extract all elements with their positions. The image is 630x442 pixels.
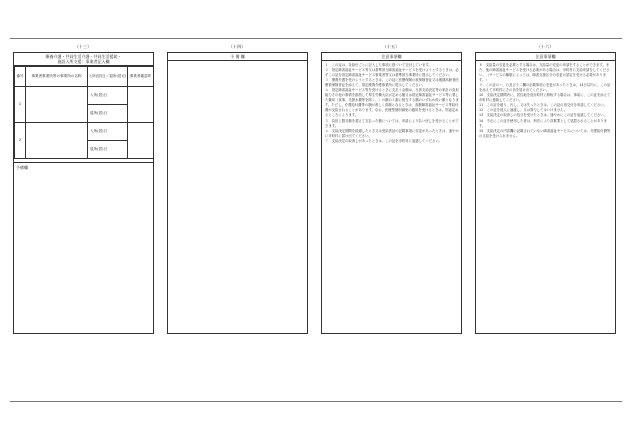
panel-15-notes: １ この証は、各給付ごとに記入した事項に基づいて交付しています。 ２ 指定障害福祉サービス等又は基準該当障害福祉サービスを受けようとするときは、必ずこの証を指定障害福祉サービス事業者等又は基準該当事業所に提示してください。 ３ 療養介護を受けようとするときは、この証に医療保険の被保険者証又は後期高齢者医療被保険者証を添えて、指定療養介護事業所に提示してください。 ４ 指定障害福祉サービス等を受けるときに支払う金額は、当該支給決定等の家計の負担能力その他の事情を斟酌して厚生労働大臣が定める額又は指定障害福祉サービス等に要した費用（食事、光熱水費等を除く。）の額の１割に相当する額のいずれか低い額となります。ただし、介護給付費等の額が著しく高額となるときは、高額障害福祉サービス等給付費が支給されることがあります。なお、医療型個別減免の適用を受けるときは、別途定めるところによります。 ５ 負担上限月額を超えて支払った額については、申請により払い戻しを受けることができます。 ６ 支給決定期間を経過したとき又は受給者証の記載事項に変更があったときは、速やかに市町村に届け出てください。 ７ 支給決定の取消しがあったときは、この証を市町村に返還してください。 xyxy=(325,63,459,143)
panel-13-header xyxy=(14,53,153,66)
row-number: 2 xyxy=(15,123,26,159)
panel-16-title: 注意事項欄 xyxy=(476,53,615,61)
panel-13-header-line1: 療養介護・共同生活介護・共同生活援助・ xyxy=(45,54,122,59)
panel-15 xyxy=(321,52,462,334)
move-in-date: 入所(居)日 xyxy=(88,123,128,141)
remarks-label: 予備欄 xyxy=(16,165,28,170)
panel-16-notes: ８ 支給量の変更を必要とする場合は、支給量の変更の申請をすることができます。また、他の障害福祉サービスを受ける必要がある場合は、市町村に支給申請をしてください。（サービスの種類によっては、障害支援区分の変更の認定を受ける必要があります。） ９ この証の一、六及び十二欄の記載事項に変更があったときは、14日以内に、この証を添えて市町村にその旨を届け出てください。 10 支給決定期間内に、居住地を他市町村に移転する場合は、事前に、この証を添えて市町村に連絡してください。 11 この証を破り、汚し、又は失ったときは、この証の再交付を申請してください。 12 この証を他人に譲渡し、又は貸与してはいけません。 13 支給決定の取消しの処分を受けたときは、速やかにこの証を返還してください。 14 不正にこの証を使用した者は、刑法により詐欺罪として処罰されることがあります。 15 支給決定の内容欄に記載されていない障害福祉サービスについては、介護給付費等の支給を受けられません。 xyxy=(479,63,611,138)
panel-14-title: 予 備 欄 xyxy=(168,53,307,61)
move-out-date: 退所(居)日 xyxy=(88,105,128,123)
facility-table xyxy=(14,66,154,159)
panel-13-header-line2: 施設入所支援：事業者記入欄 xyxy=(57,59,110,64)
page-number-16: （十六） xyxy=(536,44,554,49)
move-out-date: 退所(居)日 xyxy=(88,141,128,159)
page-number-14: （十四） xyxy=(228,44,246,49)
col-confirm: 事業者確認印 xyxy=(128,67,154,87)
panel-15-title: 注意事項欄 xyxy=(322,53,461,61)
move-in-date: 入所(居)日 xyxy=(88,87,128,105)
confirm-seal-cell xyxy=(128,123,154,159)
row-number: 1 xyxy=(15,87,26,123)
table-row xyxy=(15,123,154,141)
facility-name-cell xyxy=(26,87,88,123)
col-dates: 入所(居)日／退所(居)日 xyxy=(88,67,128,87)
col-number: 番号 xyxy=(15,67,26,87)
panel-14 xyxy=(167,52,308,334)
table-row xyxy=(15,87,154,105)
page-number-13: （十三） xyxy=(74,44,92,49)
panel-16 xyxy=(475,52,616,334)
col-facility-name: 事業者事業所等の事業所の名称 xyxy=(26,67,88,87)
panel-13 xyxy=(13,52,154,334)
page-number-15: （十五） xyxy=(382,44,400,49)
facility-name-cell xyxy=(26,123,88,159)
confirm-seal-cell xyxy=(128,87,154,123)
remarks-divider xyxy=(14,162,153,163)
